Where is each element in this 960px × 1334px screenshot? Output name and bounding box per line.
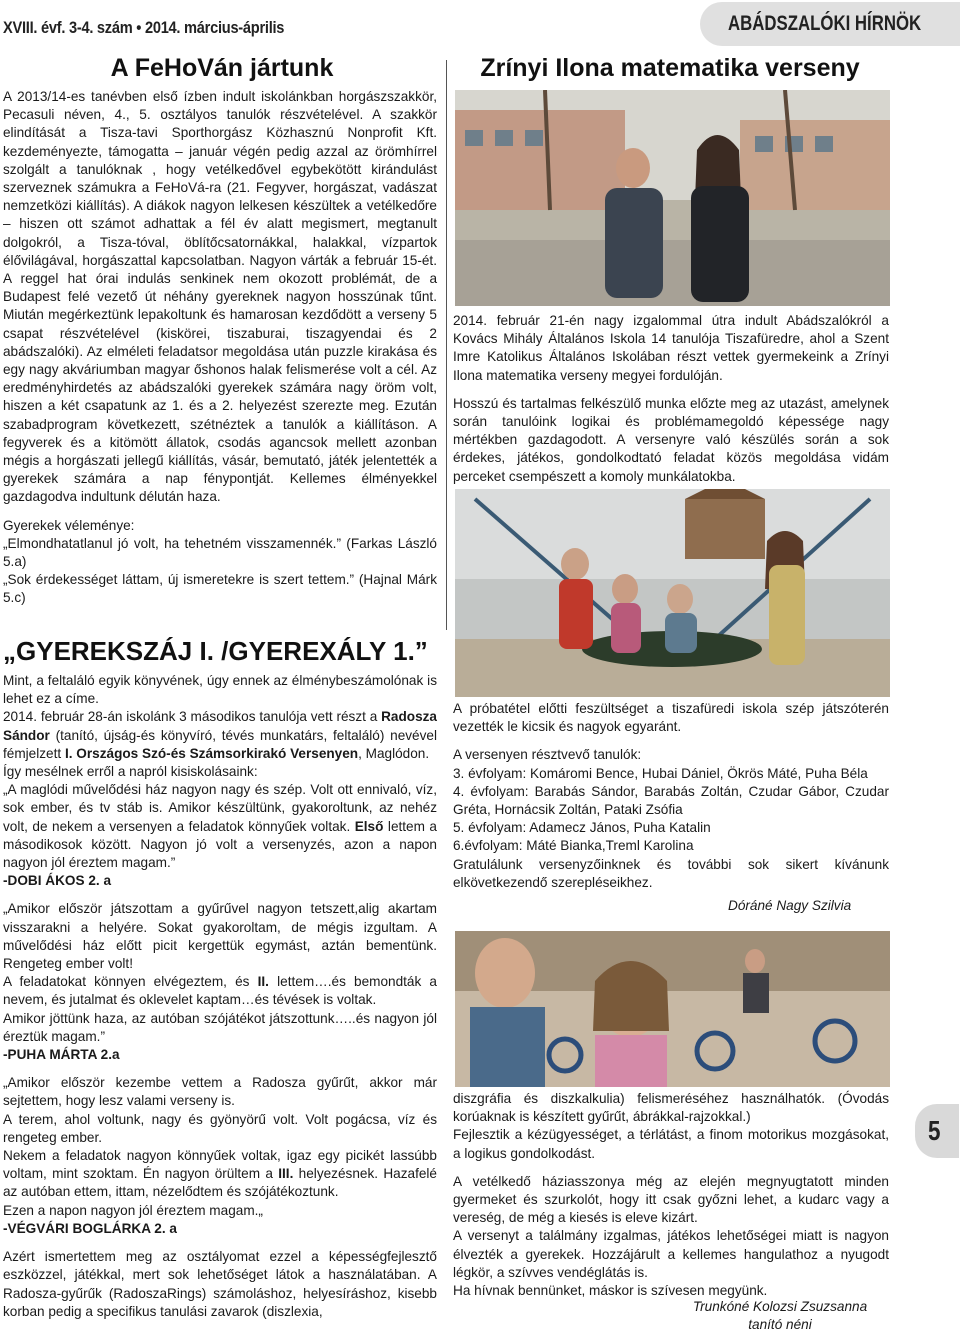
right-article-p2: Hosszú és tartalmas felkészülő munka előzte meg az utazást, amelynek során tanulóink logikai és problémamegoldó képessége nagy mértékben gazdagodott. A versenyre való készülés során a sok érdekes, játékos, gondolkodtató feladat közös megoldása vidám perceket csempészett a komoly munkálatokba. <box>453 395 889 484</box>
congratulations: Gratulálunk versenyzőinknek és további sok sikert kívánunk elkövetkezendő szerepléseikhez. <box>453 856 889 890</box>
page-number: 5 <box>928 1115 941 1146</box>
right-article-p1: 2014. február 21-én nagy izgalommal útra indult Abádszalókról a Kovács Mihály Általános Iskola 14 tanulója Tiszafüredre, ahol a Szent Imre Katolikus Általános Iskolában részt vettek gyermekeink a Zrínyi Ilona matematika verseny megyei fordulóján. <box>453 313 889 383</box>
student-signature-3: -VÉGVÁRI BOGLÁRKA 2. a <box>3 1220 177 1236</box>
right-article-details <box>453 700 889 892</box>
gyerekszaj-closing: Azért ismertettem meg az osztályomat ezzel a képességfejlesztő eszközzel, játékkal, mert sok lehetőséget látok a használatában. A Radosza-gyűrűk (RadoszaRings) számoláshoz, helyesíráshoz, kisebb korban pedig a specifikus tanulási zavarok (diszlexia, <box>3 1249 437 1319</box>
gyerekszaj-intro: Mint, a feltaláló egyik könyvének, úgy ennek az élménybeszámolónak is lehet ez a címe. <box>3 673 437 707</box>
right-article-intro <box>453 312 889 486</box>
student-signature-1: -DOBI ÁKOS 2. a <box>3 873 112 889</box>
student-story-2b: A feladatokat könnyen elvégeztem, és II. lettem….és bemondták a nevem, és jutalmat és oklevelet kaptam…és tévések is voltak. <box>3 974 437 1008</box>
gyerekszaj-p1: 2014. február 28-án iskolánk 3 másodikos tanulója vett részt a Radosza Sándor (tanító, újság-és könyvíró, tévés munkatárs, feltaláló) nevével fémjelzett I. Országos Szó-és Számsorkirakó Versenyen, Maglódon. <box>3 709 437 761</box>
right-continued <box>453 1090 889 1300</box>
signature-name: Trunkóné Kolozsi Zsuzsanna <box>692 1299 868 1314</box>
opinion-1: „Elmondhatatlanul jó volt, ha tehetném visszamennék.” (Farkas László 5.a) <box>3 535 437 570</box>
participants-grade6: 6.évfolyam: Máté Bianka,Treml Karolina <box>453 838 694 854</box>
right-continued-signature <box>660 1298 900 1334</box>
right-continued-p3: A vetélkedő háziasszonya még az elején megnyugtatott minden gyermeket és szurkolót, hogy itt csak győzni lehet, a kudarc vagy a vereség, de még a kiesés is eleve kizárt. <box>453 1173 889 1226</box>
left-article-title: A FeHoVán jártunk <box>110 54 334 82</box>
right-continued-p5: Ha hívnak bennünket, máskor is szívesen megyünk. <box>453 1283 768 1299</box>
participants-grade4: 4. évfolyam: Barabás Sándor, Barabás Zoltán, Czudar Gábor, Czudar Gréta, Hornácsik Zoltán, Pataki Zsófia <box>453 783 889 818</box>
student-story-1: „A maglódi művelődési ház nagyon nagy és szép. Volt ott ennivaló, víz, sok ember, és tv stáb is. Amikor készültünk, gyakoroltunk, az nehéz volt, de nekem a versenyen a feladatok könnyűek voltak. Első lettem a másodikosok között. Nagyon jó volt a versenyzés, azon a napon nagyon jól éreztem magam.” <box>3 782 437 871</box>
page-number-tab <box>915 1104 959 1158</box>
student-story-3a: „Amikor először kezembe vettem a Radosza gyűrűt, akkor már sejtettem, hogy lesz valami verseny is. <box>3 1075 437 1109</box>
student-story-3c: Nekem a feladatok nagyon könnyűek voltak, igaz egy picikét lassúbb voltam, mint szoktam. Én nagyon örültem a III. helyezésnek. Hazafelé az autóban ettem, ittam, nézelődtem és szójátékoztunk. <box>3 1148 437 1200</box>
student-story-3d: Ezen a napon nagyon jól éreztem magam.„ <box>3 1202 263 1218</box>
gyerekszaj-article <box>3 672 437 1321</box>
photo-children-rings <box>455 931 890 1087</box>
issue-info: XVIII. évf. 3-4. szám • 2014. március-április <box>3 18 285 37</box>
opinions-label: Gyerekek véleménye: <box>3 517 135 533</box>
left-article-body: A 2013/14-es tanévben első ízben indult iskolánkban horgászszakkör, Pecasuli néven, 4., 5. osztályos tanulók részvételével. A szakkör elindítását a Tisza-tavi Sporthorgász Közhasznú Nonprofit Kft. kezdeményezte, támogatta – január végén pedig azzal az örömhírrel szolgált a tanulóknak , hogy vetélkedővel egybekötött kirándulást szerveznek számukra a FeHoVá-ra (21. Fegyver, horgászat, vadászat nemzetközi kiállítás). A diákok nagyon lelkesen készültek a vetélkedőre – hiszen ott számot adhattak a fél év alatt megismert, megtanult dolgokról, a Tisza-tóval, öblítőcsatornákkal, halakkal, vízpartok élővilágával, horgászattal kapcsolatban. Nagyon várták a február 15-ét. A reggel hat órai indulás senkinek nem okozott problémát, de a Budapest felé vezető út néhány gyereknek nagyon hosszúnak tűnt. Miután megérkeztünk lepakoltunk és hamarosan kezdődött a verseny 5 csapat részvételével (kiskörei, tiszaburai, tiszagyendai és 2 abádszalóki). Az elméleti feladatsor megoldása után puzzle kirakása és egy nagy akváriumban magyar őshonos halak felismerése volt a cél. Az eredményhirdetés az abádszalóki gyerekek számára nagy öröm volt, hiszen a két csapatunk az 1. és a 2. helyezést szerezte meg. Ezután szabadprogram következett, szétnéztek a tanulók a kiállításon. A fegyverek és a kitömött állatok, csodás agancsok mellett azonban mégis a horgászati jellegű kiállítás, vásár, bemutató, játék jelentették a gyerekek számára a nap fénypontját. Kellemes élményekkel gazdagodva indultunk délután haza. <box>3 89 437 505</box>
gyerekszaj-p2: Így mesélnek erről a napról kisiskolásaink: <box>3 764 258 780</box>
student-story-2a: „Amikor először játszottam a gyűrűvel nagyon tetszett,alig akartam visszarakni a helyére. Sokat gyakoroltam, de mégis izgultam. A művelődési ház előtt picit kergettük egymást, aztán bementünk. Rengeteg ember volt! <box>3 901 437 972</box>
student-signature-2: -PUHA MÁRTA 2.a <box>3 1047 120 1063</box>
paper-name-tab <box>700 2 960 46</box>
photo-playground <box>455 489 890 697</box>
opinion-2: „Sok érdekességet láttam, új ismeretekre is szert tettem.” (Hajnal Márk 5.c) <box>3 572 437 606</box>
student-story-2c: Amikor jöttünk haza, az autóban szójátékot játszottunk…..és nagyon jól éreztük magam.” <box>3 1010 437 1044</box>
participants-label: A versenyen résztvevő tanulók: <box>453 747 642 763</box>
right-article-p3: A próbatétel előtti feszültséget a tiszafüredi iskola szép játszóterén vezették le kicsik és nagyok egyaránt. <box>453 701 889 735</box>
student-story-3b: A terem, ahol voltunk, nagy és gyönyörű volt. Volt pogácsa, víz és rengeteg ember. <box>3 1111 437 1145</box>
left-article <box>3 88 437 608</box>
signature-title: tanító néni <box>748 1317 812 1332</box>
right-continued-p1: diszgráfia és diszkalkulia) felismeréséhez használhatók. (Óvodás korúaknak is készített gyűrűt, ábrákkal-rajzokkal.) <box>453 1091 889 1125</box>
participants-grade5: 5. évfolyam: Adamecz János, Puha Katalin <box>453 820 711 836</box>
right-article-title: Zrínyi Ilona matematika verseny <box>480 54 860 82</box>
right-article-signature: Dóráné Nagy Szilvia <box>728 898 852 913</box>
paper-name: ABÁDSZALÓKI HÍRNÖK <box>728 12 922 35</box>
gyerekszaj-title: „GYEREKSZÁJ I. /GYEREXÁLY 1.” <box>3 636 428 666</box>
right-continued-p4: A versenyt a találmány izgalmas, játékos lehetőségei miatt is nagyon élvezték a gyerekek. Hozzájárult a kellemes hangulathoz a nyugodt légkör, a szívves vendéglátás is. <box>453 1228 889 1280</box>
column-divider <box>446 60 447 630</box>
photo-two-students <box>455 90 890 306</box>
right-continued-p2: Fejlesztik a kézügyességet, a térlátást, a finom motorikus mozgásokat, a logikus gondolkodást. <box>453 1127 889 1161</box>
participants-grade3: 3. évfolyam: Komáromi Bence, Hubai Dániel, Ökrös Máté, Puha Béla <box>453 765 868 781</box>
